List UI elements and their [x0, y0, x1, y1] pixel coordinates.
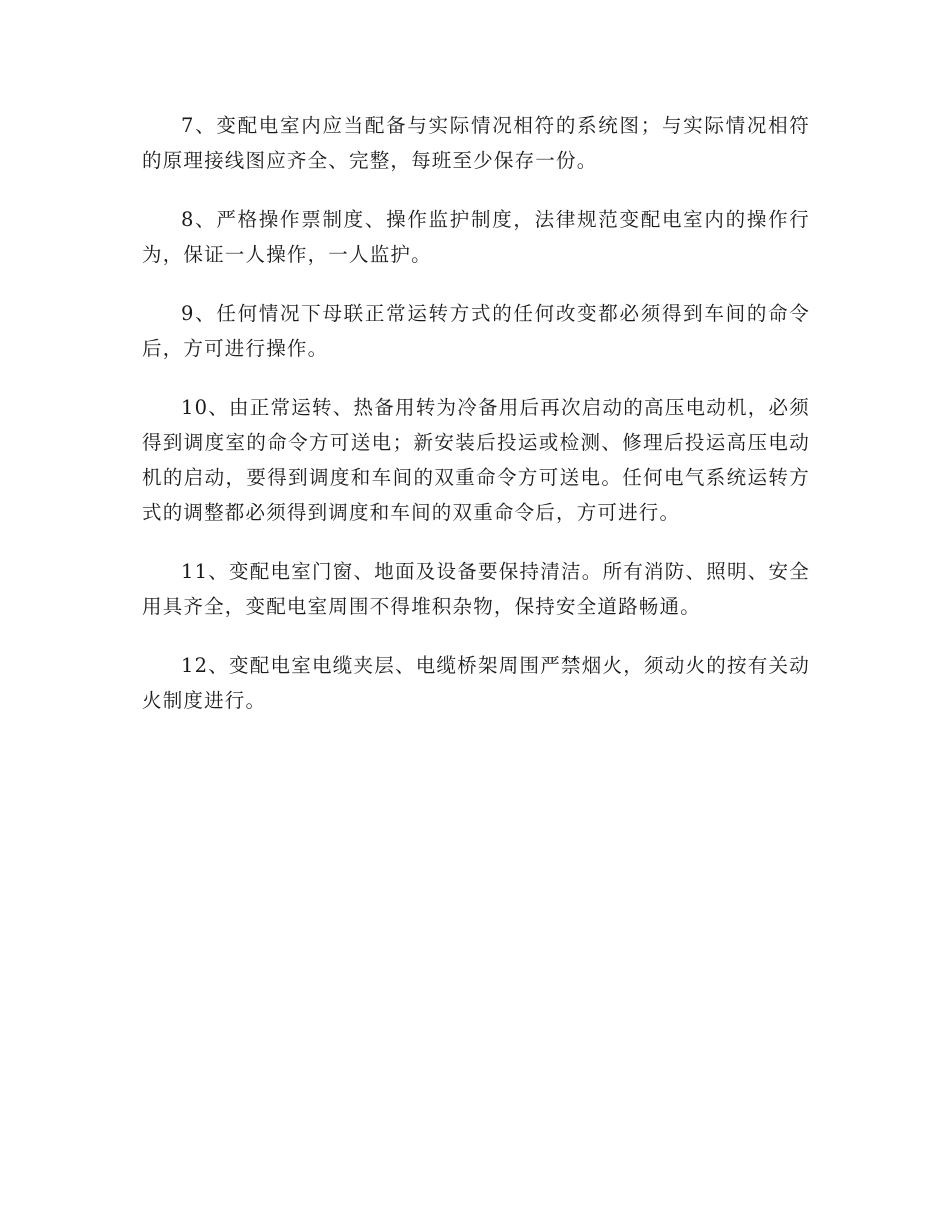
paragraph-item-8: 8、严格操作票制度、操作监护制度，法律规范变配电室内的操作行为，保证一人操作，一人监护。 — [142, 208, 810, 266]
paragraph-item-9: 9、任何情况下母联正常运转方式的任何改变都必须得到车间的命令后，方可进行操作。 — [142, 302, 810, 360]
paragraph-item-7: 7、变配电室内应当配备与实际情况相符的系统图；与实际情况相符的原理接线图应齐全、完整，每班至少保存一份。 — [142, 114, 810, 172]
paragraph-item-11: 11、变配电室门窗、地面及设备要保持清洁。所有消防、照明、安全用具齐全，变配电室周围不得堆积杂物，保持安全道路畅通。 — [142, 560, 810, 618]
paragraph-item-10: 10、由正常运转、热备用转为冷备用后再次启动的高压电动机，必须得到调度室的命令方可送电；新安装后投运或检测、修理后投运高压电动机的启动，要得到调度和车间的双重命令方可送电。任何电气系统运转方式的调整都必须得到调度和车间的双重命令后，方可进行。 — [142, 396, 810, 524]
document-body — [142, 108, 810, 742]
paragraph-item-12: 12、变配电室电缆夹层、电缆桥架周围严禁烟火，须动火的按有关动火制度进行。 — [142, 654, 810, 712]
